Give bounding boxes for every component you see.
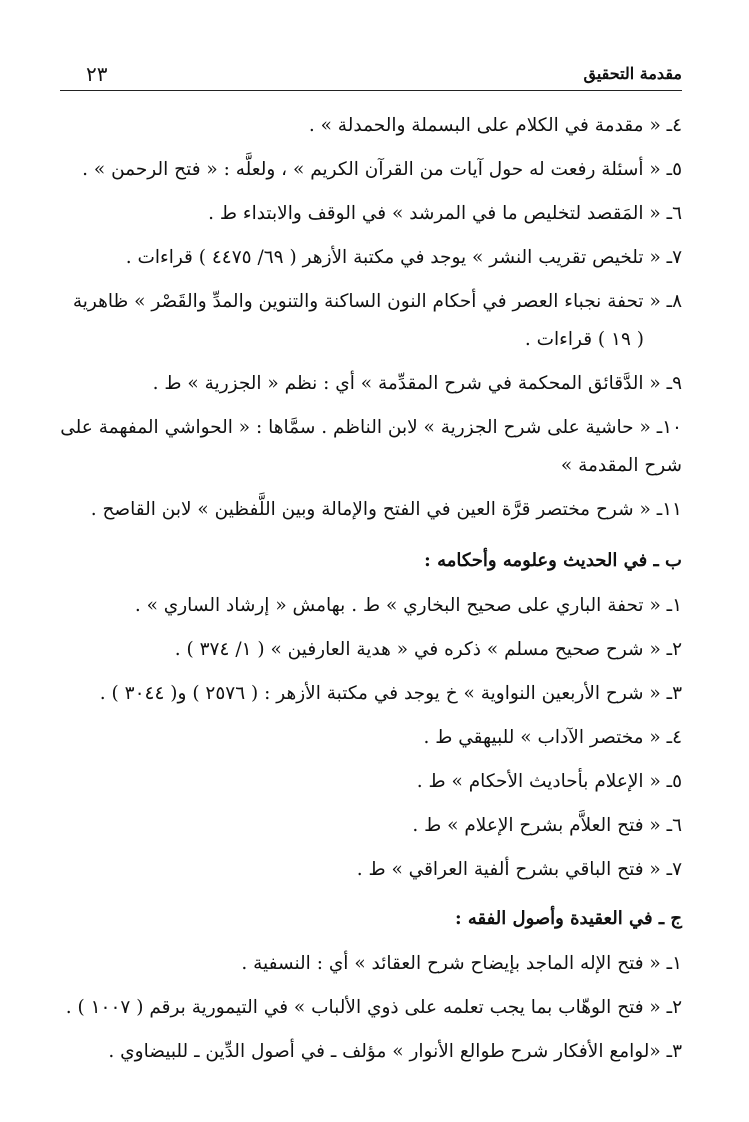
list-item: ٧ـ « تلخيص تقريب النشر » يوجد في مكتبة الأزهر ( ٦٩/ ٤٤٧٥ ) قراءات . — [125, 247, 682, 268]
list-item: ٨ـ « تحفة نجباء العصر في أحكام النون الساكنة والتنوين والمدِّ والقَصْر » ظاهرية — [72, 291, 682, 312]
running-title: مقدمة التحقيق — [583, 64, 682, 83]
list-item: ٦ـ « المَقصد لتخليص ما في المرشد » في الوقف والابتداء ط . — [208, 203, 682, 224]
list-item: ٢ـ « شرح صحيح مسلم » ذكره في « هدية العارفين » ( ١/ ٣٧٤ ) . — [174, 639, 682, 660]
section-heading: ج ـ في العقيدة وأصول الفقه : — [454, 908, 682, 929]
list-item: ١ـ « فتح الإله الماجد بإيضاح شرح العقائد » أي : النسفية . — [241, 953, 682, 974]
list-item: ٤ـ « مختصر الآداب » للبيهقي ط . — [423, 727, 682, 748]
list-item: ٩ـ « الدَّقائق المحكمة في شرح المقدِّمة » أي : نظم « الجزرية » ط . — [152, 373, 682, 394]
list-item: ٥ـ « أسئلة رفعت له حول آيات من القرآن الكريم » ، ولعلَّه : « فتح الرحمن » . — [82, 159, 682, 180]
list-item: ٧ـ « فتح الباقي بشرح ألفية العراقي » ط . — [356, 859, 682, 880]
list-item: ٦ـ « فتح العلاَّم بشرح الإعلام » ط . — [412, 815, 682, 836]
list-item: ٤ـ « مقدمة في الكلام على البسملة والحمدلة » . — [308, 115, 682, 136]
list-item: ٢ـ « فتح الوهّاب بما يجب تعلمه على ذوي الألباب » في التيمورية برقم ( ١٠٠٧ ) . — [65, 997, 682, 1018]
page-number: ٢٣ — [86, 62, 108, 86]
list-item: ١١ـ « شرح مختصر قرَّة العين في الفتح والإمالة وبين اللَّفظين » لابن القاصح . — [90, 499, 682, 520]
list-item: ١٠ـ « حاشية على شرح الجزرية » لابن الناظم . سمَّاها : « الحواشي المفهمة على — [60, 417, 682, 438]
list-item: ١ـ « تحفة الباري على صحيح البخاري » ط . بهامش « إرشاد الساري » . — [134, 595, 682, 616]
page-body — [60, 107, 682, 1071]
list-item-continuation: ( ١٩ ) قراءات . — [524, 329, 644, 350]
list-item-continuation: شرح المقدمة » — [560, 455, 682, 476]
list-item: ٣ـ « شرح الأربعين النواوية » خ يوجد في مكتبة الأزهر : ( ٢٥٧٦ ) و( ٣٠٤٤ ) . — [99, 683, 682, 704]
list-item: ٣ـ «لوامع الأفكار شرح طوالع الأنوار » مؤلف ـ في أصول الدِّين ـ للبيضاوي . — [108, 1041, 682, 1062]
page-header — [60, 62, 682, 91]
section-heading: ب ـ في الحديث وعلومه وأحكامه : — [424, 550, 682, 571]
list-item: ٥ـ « الإعلام بأحاديث الأحكام » ط . — [416, 771, 682, 792]
